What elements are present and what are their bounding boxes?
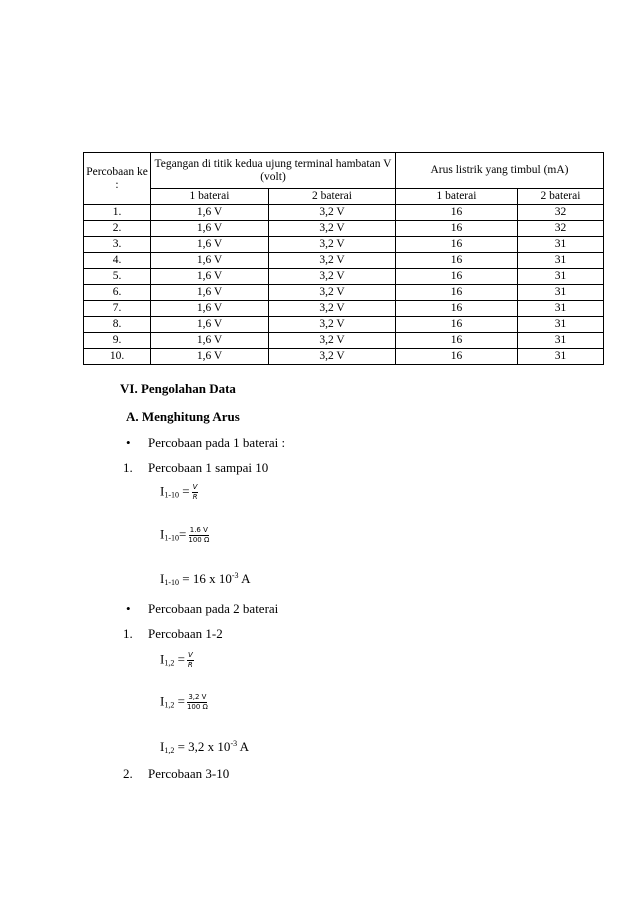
table-row xyxy=(84,285,604,301)
eq-exponent: -3 xyxy=(230,739,238,748)
table-cell: 3,2 V xyxy=(269,285,396,301)
bullet-one-battery-text: Percobaan pada 1 baterai : xyxy=(148,435,286,450)
table-cell: 31 xyxy=(518,317,604,333)
table-row xyxy=(84,349,604,365)
table-cell: 5. xyxy=(84,269,151,285)
table-cell: 3,2 V xyxy=(269,301,396,317)
fraction xyxy=(192,483,199,502)
table-row xyxy=(84,221,604,237)
table-cell: 16 xyxy=(396,237,518,253)
fraction xyxy=(187,693,208,712)
table-cell: 1. xyxy=(84,205,151,221)
list-item-text: Percobaan 1 sampai 10 xyxy=(148,460,269,475)
table-row xyxy=(84,205,604,221)
eq-sign: = xyxy=(179,526,187,542)
table-cell: 1,6 V xyxy=(151,285,269,301)
subheader-voltage-1: 1 baterai xyxy=(151,189,269,205)
bullet-two-battery xyxy=(148,601,278,617)
table-row xyxy=(84,237,604,253)
table-cell: 1,6 V xyxy=(151,237,269,253)
fraction-denominator: 100 Ω xyxy=(186,703,208,711)
table-row xyxy=(84,253,604,269)
table-cell: 2. xyxy=(84,221,151,237)
table-cell: 16 xyxy=(396,333,518,349)
equation-current-result-2 xyxy=(160,739,249,755)
fraction xyxy=(187,651,194,670)
fraction-denominator: R xyxy=(192,493,198,501)
equation-current-result xyxy=(160,571,250,587)
eq-sign: = xyxy=(174,693,185,709)
table-cell: 16 xyxy=(396,205,518,221)
table-cell: 16 xyxy=(396,221,518,237)
table-row xyxy=(84,269,604,285)
fraction-denominator: 100 Ω xyxy=(188,536,210,544)
table-cell: 31 xyxy=(518,253,604,269)
table-cell: 31 xyxy=(518,301,604,317)
list-item xyxy=(123,766,230,782)
subheader-current-2: 2 baterai xyxy=(518,189,604,205)
table-cell: 3,2 V xyxy=(269,237,396,253)
table-cell: 31 xyxy=(518,237,604,253)
table-cell: 1,6 V xyxy=(151,205,269,221)
table-cell: 3,2 V xyxy=(269,269,396,285)
eq-symbol: I xyxy=(160,651,165,667)
table-cell: 31 xyxy=(518,269,604,285)
subsection-title: A. Menghitung Arus xyxy=(126,409,240,424)
fraction-numerator: V xyxy=(187,651,193,659)
table-cell: 1,6 V xyxy=(151,269,269,285)
eq-symbol: I xyxy=(160,693,165,709)
table-cell: 31 xyxy=(518,285,604,301)
table-cell: 8. xyxy=(84,317,151,333)
list-item-number: 2. xyxy=(123,766,133,781)
table-cell: 4. xyxy=(84,253,151,269)
table-cell: 16 xyxy=(396,285,518,301)
header-trial: Percobaan ke : xyxy=(84,153,151,205)
table-cell: 1,6 V xyxy=(151,317,269,333)
table-cell: 10. xyxy=(84,349,151,365)
equation-current-formula-2 xyxy=(160,651,194,670)
eq-value: = 16 x 10 xyxy=(179,571,232,586)
eq-subscript: 1-10 xyxy=(164,490,180,500)
table-cell: 6. xyxy=(84,285,151,301)
fraction-numerator: 1.6 V xyxy=(189,526,208,534)
table-cell: 16 xyxy=(396,349,518,365)
table-cell: 1,6 V xyxy=(151,349,269,365)
header-voltage: Tegangan di titik kedua ujung terminal hambatan V (volt) xyxy=(151,153,396,189)
list-item-number: 1. xyxy=(123,460,133,475)
eq-exponent: -3 xyxy=(231,571,239,580)
eq-subscript: 1,2 xyxy=(164,746,175,755)
table-cell: 7. xyxy=(84,301,151,317)
equation-current-values-2 xyxy=(160,693,208,712)
header-current: Arus listrik yang timbul (mA) xyxy=(396,153,604,189)
eq-symbol: I xyxy=(160,571,165,586)
table-cell: 16 xyxy=(396,253,518,269)
eq-unit: A xyxy=(238,571,251,586)
table-cell: 16 xyxy=(396,301,518,317)
eq-subscript: 1-10 xyxy=(164,578,180,587)
table-cell: 31 xyxy=(518,333,604,349)
table-cell: 16 xyxy=(396,269,518,285)
table-row xyxy=(84,317,604,333)
table-cell: 16 xyxy=(396,317,518,333)
table-body xyxy=(84,205,604,365)
data-table xyxy=(83,152,604,365)
table-cell: 1,6 V xyxy=(151,301,269,317)
bullet-two-battery-text: Percobaan pada 2 baterai xyxy=(148,601,279,616)
equation-current-formula xyxy=(160,483,198,502)
table-cell: 32 xyxy=(518,205,604,221)
subheader-current-1: 1 baterai xyxy=(396,189,518,205)
equation-current-values xyxy=(160,526,209,545)
table-cell: 3,2 V xyxy=(269,221,396,237)
table-row xyxy=(84,333,604,349)
table-cell: 32 xyxy=(518,221,604,237)
bullet-one-battery xyxy=(148,435,285,451)
table-cell: 3,2 V xyxy=(269,333,396,349)
table-cell: 3,2 V xyxy=(269,205,396,221)
fraction-denominator: R xyxy=(187,661,193,669)
table-cell: 1,6 V xyxy=(151,253,269,269)
table-cell: 1,6 V xyxy=(151,333,269,349)
table-cell: 31 xyxy=(518,349,604,365)
subheader-voltage-2: 2 baterai xyxy=(269,189,396,205)
eq-subscript: 1,2 xyxy=(164,700,175,710)
eq-value: = 3,2 x 10 xyxy=(174,739,231,754)
eq-unit: A xyxy=(237,739,250,754)
fraction-numerator: 3,2 V xyxy=(188,693,207,701)
eq-sign: = xyxy=(174,651,185,667)
list-item xyxy=(123,626,223,642)
table-row xyxy=(84,301,604,317)
fraction-numerator: V xyxy=(192,483,198,491)
eq-symbol: I xyxy=(160,739,165,754)
table-cell: 3. xyxy=(84,237,151,253)
eq-symbol: I xyxy=(160,526,165,542)
table-cell: 9. xyxy=(84,333,151,349)
list-item-text: Percobaan 3-10 xyxy=(148,766,230,781)
table-cell: 3,2 V xyxy=(269,253,396,269)
eq-subscript: 1,2 xyxy=(164,658,175,668)
list-item-text: Percobaan 1-2 xyxy=(148,626,223,641)
list-item-number: 1. xyxy=(123,626,133,641)
eq-subscript: 1-10 xyxy=(164,533,180,543)
section-title: VI. Pengolahan Data xyxy=(120,381,236,396)
table-cell: 3,2 V xyxy=(269,317,396,333)
table-cell: 1,6 V xyxy=(151,221,269,237)
eq-sign: = xyxy=(179,483,190,499)
fraction xyxy=(188,526,209,545)
list-item xyxy=(123,460,269,476)
eq-symbol: I xyxy=(160,483,165,499)
table-cell: 3,2 V xyxy=(269,349,396,365)
